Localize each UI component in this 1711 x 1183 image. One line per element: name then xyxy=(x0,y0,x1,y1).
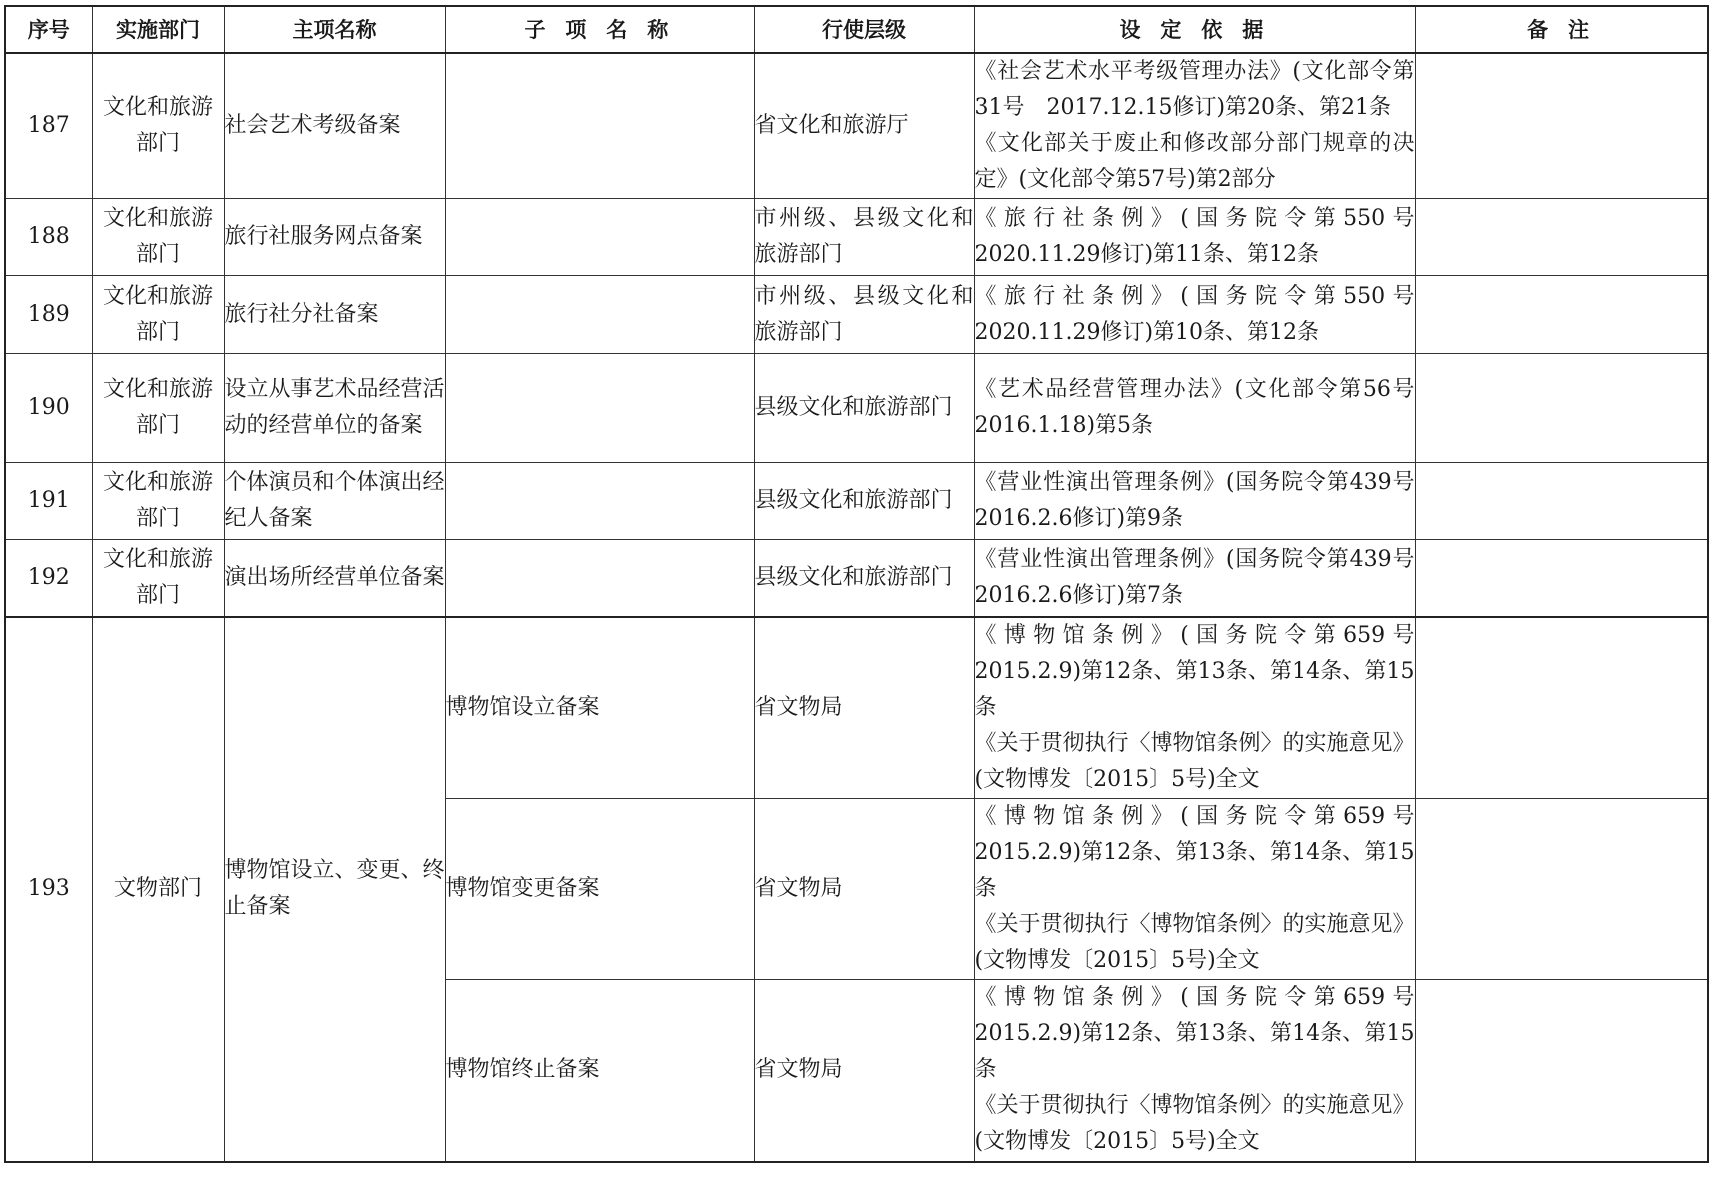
row-number: 188 xyxy=(5,199,92,276)
row-number: 190 xyxy=(5,354,92,463)
basis-line: 《博物馆条例》(国务院令第659号 2015.2.9)第12条、第13条、第14条、第15条 xyxy=(974,622,1437,720)
row-department: 文化和旅游部门 xyxy=(92,540,224,617)
filing-items-table xyxy=(4,5,1709,1163)
basis-line: 《营业性演出管理条例》(国务院令第439号 2016.2.6修订)第7条 xyxy=(974,546,1437,608)
row-main-item: 个体演员和个体演出经纪人备案 xyxy=(224,463,445,540)
row-main-item: 旅行社服务网点备案 xyxy=(224,199,445,276)
header-dept: 实施部门 xyxy=(92,6,224,53)
header-level: 行使层级 xyxy=(754,6,974,53)
basis-line: 《旅行社条例》(国务院令第550号 2020.11.29修订)第11条、第12条 xyxy=(974,206,1437,267)
row-number: 191 xyxy=(5,463,92,540)
header-num: 序号 xyxy=(5,6,92,53)
row-basis xyxy=(974,354,1437,463)
row-main-item: 设立从事艺术品经营活动的经营单位的备案 xyxy=(224,354,445,463)
row-sub-item xyxy=(445,276,754,354)
row-note xyxy=(1415,979,1708,1162)
row-sub-item: 博物馆终止备案 xyxy=(445,979,754,1162)
row-level: 县级文化和旅游部门 xyxy=(754,463,974,540)
row-note xyxy=(1415,463,1708,540)
row-sub-item: 博物馆设立备案 xyxy=(445,617,754,799)
row-basis xyxy=(974,540,1437,617)
row-department: 文化和旅游部门 xyxy=(92,463,224,540)
row-basis xyxy=(974,979,1437,1162)
basis-line: 《文化部关于废止和修改部分部门规章的决定》(文化部令第57号)第2部分 xyxy=(974,131,1415,192)
table-row xyxy=(5,199,1708,276)
row-basis xyxy=(974,463,1437,540)
row-basis xyxy=(974,199,1437,276)
row-sub-item xyxy=(445,53,754,199)
row-note xyxy=(1415,798,1708,979)
row-sub-item: 博物馆变更备案 xyxy=(445,798,754,979)
row-main-item: 旅行社分社备案 xyxy=(224,276,445,354)
header-row xyxy=(5,6,1708,53)
row-basis xyxy=(974,617,1437,799)
row-basis xyxy=(974,798,1437,979)
group-department: 文物部门 xyxy=(92,617,224,1163)
row-number: 189 xyxy=(5,276,92,354)
table-row xyxy=(5,463,1708,540)
group-number: 193 xyxy=(5,617,92,1163)
table-row-group-first xyxy=(5,617,1708,799)
row-level: 省文物局 xyxy=(754,617,974,799)
row-note xyxy=(1415,53,1708,199)
row-level: 省文物局 xyxy=(754,798,974,979)
row-department: 文化和旅游部门 xyxy=(92,199,224,276)
row-main-item: 社会艺术考级备案 xyxy=(224,53,445,199)
group-main-item: 博物馆设立、变更、终止备案 xyxy=(224,617,445,1163)
header-basis: 设 定 依 据 xyxy=(974,6,1415,53)
basis-line: 《博物馆条例》(国务院令第659号 2015.2.9)第12条、第13条、第14条、第15条 xyxy=(974,985,1437,1083)
basis-line: 《关于贯彻执行〈博物馆条例〉的实施意见》(文物博发〔2015〕5号)全文 xyxy=(974,730,1415,792)
row-note xyxy=(1415,354,1708,463)
table-header xyxy=(5,6,1708,53)
row-department: 文化和旅游部门 xyxy=(92,276,224,354)
table-row xyxy=(5,53,1708,199)
row-sub-item xyxy=(445,354,754,463)
row-number: 187 xyxy=(5,53,92,199)
basis-line: 《社会艺术水平考级管理办法》(文化部令第31号 2017.12.15修订)第20条、第21条 xyxy=(974,59,1415,120)
row-level: 市州级、县级文化和旅游部门 xyxy=(754,199,974,276)
header-main: 主项名称 xyxy=(224,6,445,53)
row-note xyxy=(1415,617,1708,799)
basis-line: 《关于贯彻执行〈博物馆条例〉的实施意见》(文物博发〔2015〕5号)全文 xyxy=(974,1093,1415,1155)
basis-line: 《旅行社条例》(国务院令第550号 2020.11.29修订)第10条、第12条 xyxy=(974,283,1437,345)
row-level: 省文化和旅游厅 xyxy=(754,53,974,199)
row-basis xyxy=(974,276,1437,354)
row-note xyxy=(1415,276,1708,354)
row-level: 省文物局 xyxy=(754,979,974,1162)
row-level: 市州级、县级文化和旅游部门 xyxy=(754,276,974,354)
header-note: 备 注 xyxy=(1415,6,1708,53)
table-row xyxy=(5,540,1708,617)
basis-line: 《营业性演出管理条例》(国务院令第439号 2016.2.6修订)第9条 xyxy=(974,470,1437,531)
basis-line: 《博物馆条例》(国务院令第659号 2015.2.9)第12条、第13条、第14条、第15条 xyxy=(974,803,1437,901)
basis-line: 《艺术品经营管理办法》(文化部令第56号 2016.1.18)第5条 xyxy=(974,377,1437,438)
row-sub-item xyxy=(445,463,754,540)
row-sub-item xyxy=(445,540,754,617)
table-body xyxy=(5,53,1708,1162)
row-department: 文化和旅游部门 xyxy=(92,53,224,199)
row-level: 县级文化和旅游部门 xyxy=(754,354,974,463)
row-level: 县级文化和旅游部门 xyxy=(754,540,974,617)
row-note xyxy=(1415,199,1708,276)
row-main-item: 演出场所经营单位备案 xyxy=(224,540,445,617)
table-row xyxy=(5,276,1708,354)
row-sub-item xyxy=(445,199,754,276)
basis-line: 《关于贯彻执行〈博物馆条例〉的实施意见》(文物博发〔2015〕5号)全文 xyxy=(974,911,1415,973)
row-note xyxy=(1415,540,1708,617)
row-basis xyxy=(974,53,1415,199)
header-sub: 子 项 名 称 xyxy=(445,6,754,53)
row-department: 文化和旅游部门 xyxy=(92,354,224,463)
row-number: 192 xyxy=(5,540,92,617)
table-row xyxy=(5,354,1708,463)
